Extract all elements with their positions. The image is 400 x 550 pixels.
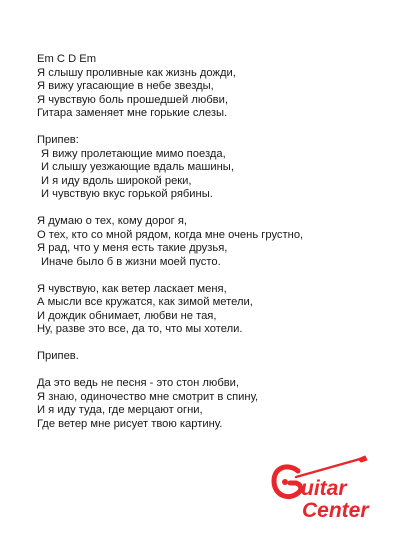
verse3-line: Я чувствую, как ветер ласкает меня, xyxy=(37,282,227,295)
chorus-line: Я вижу пролетающие мимо поезда, xyxy=(41,147,226,160)
verse3-line: И дождик обнимает, любви не тая, xyxy=(37,309,217,322)
verse2-line: О тех, кто со мной рядом, когда мне очень грустно, xyxy=(37,228,304,241)
chorus-line: И я иду вдоль широкой реки, xyxy=(41,174,192,187)
chorus-label: Припев: xyxy=(37,134,79,146)
verse1-line: Я слышу проливные как жизнь дожди, xyxy=(37,66,236,79)
chorus-repeat-label: Припев. xyxy=(37,350,79,362)
verse1-line: Я вижу угасающие в небе звезды, xyxy=(37,80,214,92)
verse4-line: Я знаю, одиночество мне смотрит в спину, xyxy=(37,390,259,403)
verse4-line: Где ветер мне рисует твою картину. xyxy=(37,417,223,430)
logo-text-line1: uitar xyxy=(301,477,347,500)
verse4-line: И я иду туда, где мерцают огни, xyxy=(37,404,203,416)
lyrics-block xyxy=(37,53,377,431)
verse1-line: Я чувствую боль прошедшей любви, xyxy=(37,93,228,106)
verse1-line: Гитара заменяет мне горькие слезы. xyxy=(37,107,228,119)
logo-text-line2: Center xyxy=(302,499,369,522)
verse2-line: Я рад, что у меня есть такие друзья, xyxy=(37,242,228,254)
chorus-line: И чувствую вкус горькой рябины. xyxy=(41,188,213,200)
stanza-gap xyxy=(37,337,377,351)
chord-line: Em C D Em xyxy=(37,53,97,65)
verse4-line: Да это ведь не песня - это стон любви, xyxy=(37,377,240,389)
stanza-gap xyxy=(37,269,377,283)
stanza-gap xyxy=(37,121,377,135)
verse3-line: Ну, разве это все, да то, что мы хотели. xyxy=(37,323,243,335)
verse2-line: Я думаю о тех, кому дорог я, xyxy=(37,215,188,227)
chorus-line: И слышу уезжающие вдаль машины, xyxy=(41,161,234,173)
verse3-line: А мысли все кружатся, как зимой метели, xyxy=(37,296,253,308)
guitar-center-logo xyxy=(268,455,393,525)
stanza-gap xyxy=(37,202,377,216)
verse2-line: Иначе было б в жизни моей пусто. xyxy=(41,255,221,268)
stanza-gap xyxy=(37,364,377,378)
